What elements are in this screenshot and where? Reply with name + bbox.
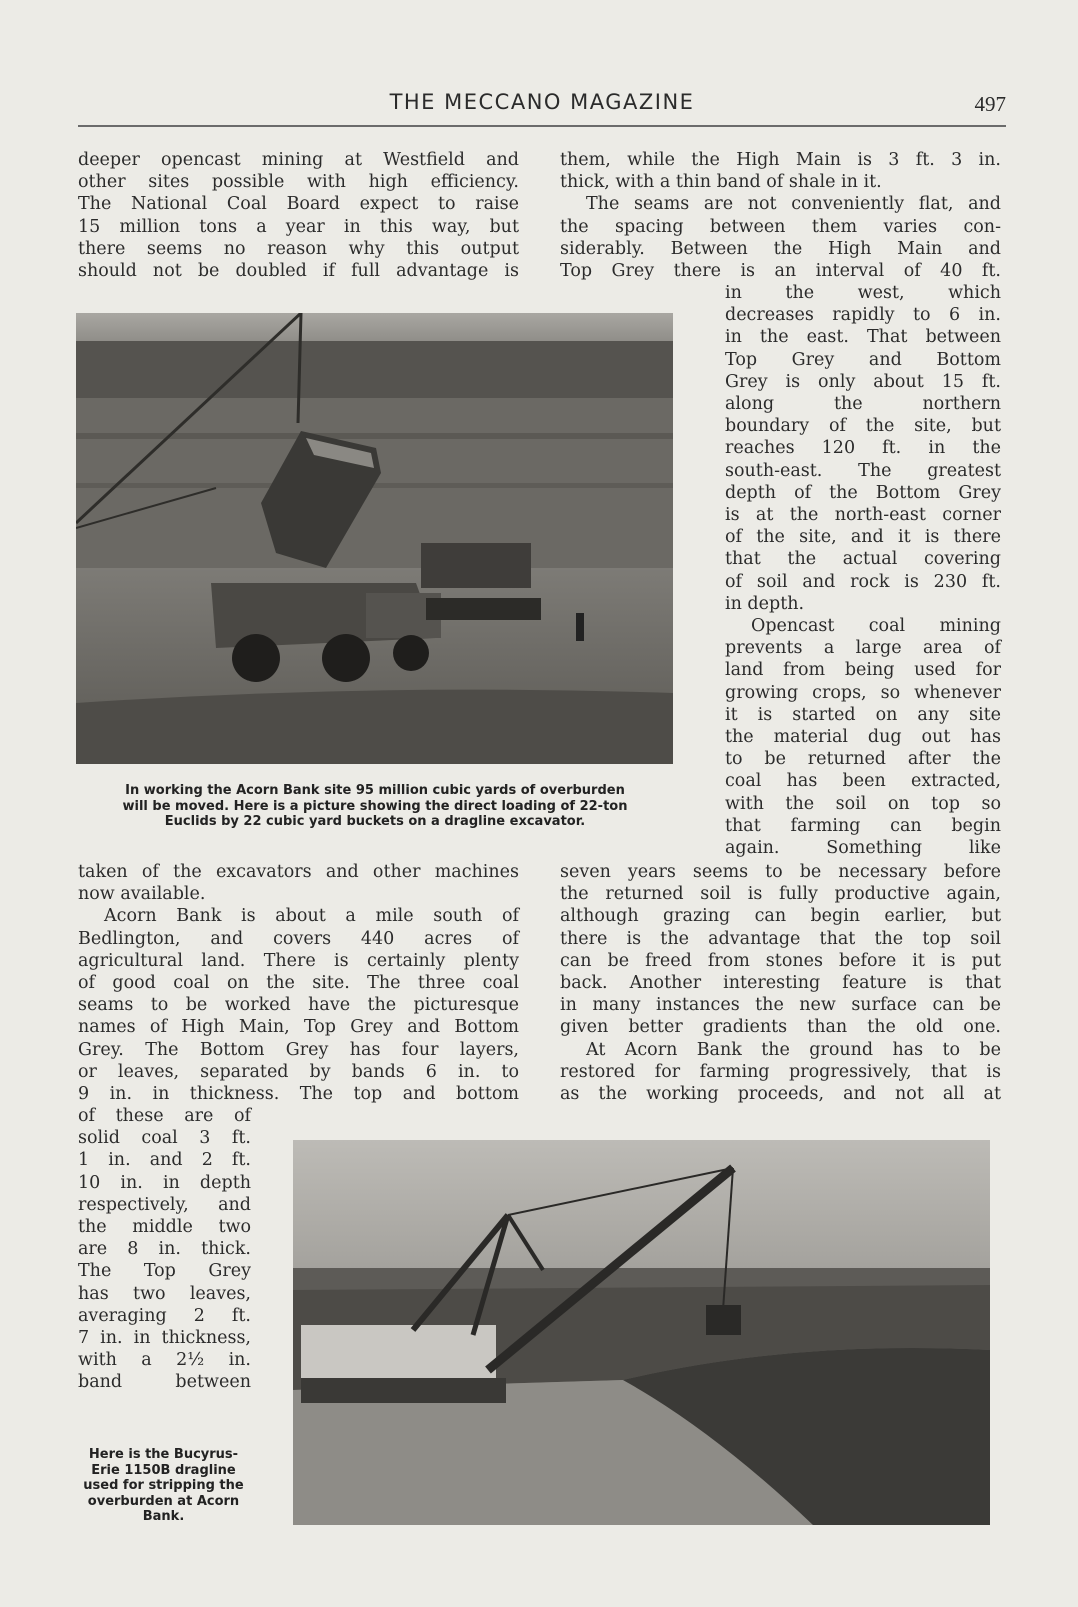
text-line: taken of the excavators and other machines [78, 862, 519, 882]
text-line: Top Grey and Bottom [725, 349, 1001, 370]
text-line: in the west, which [725, 283, 1001, 303]
text-line: to be returned after the [725, 749, 1001, 770]
photo-dragline-loading-euclids [76, 313, 673, 764]
text-line: the material dug out has [725, 727, 1001, 748]
text-line: deeper opencast mining at Westfield and [78, 150, 519, 170]
text-line: of soil and rock is 230 ft. [725, 571, 1001, 592]
text-column-1-top [78, 149, 519, 282]
text-line: the returned soil is fully productive again, [560, 884, 1001, 905]
header-rule [78, 125, 1006, 127]
text-line: Top Grey there is an interval of 40 ft. [560, 261, 1001, 282]
text-line: seven years seems to be necessary before [560, 862, 1001, 882]
text-line: prevents a large area of [725, 638, 1001, 659]
caption-line: overburden at Acorn [87, 1493, 240, 1509]
text-line: boundary of the site, but [725, 416, 1001, 437]
text-line: land from being used for [725, 660, 1001, 681]
photo-caption-1 [76, 783, 674, 830]
text-line: restored for farming progressively, that is [560, 1061, 1001, 1082]
text-column-1-narrow [78, 1105, 251, 1394]
text-line: them, while the High Main is 3 ft. 3 in. [560, 150, 1001, 170]
text-column-2-top [560, 149, 1001, 282]
text-line: 15 million tons a year in this way, but [78, 216, 519, 237]
text-line: of good coal on the site. The three coal [78, 973, 519, 994]
text-line: in depth. [725, 593, 805, 614]
magazine-title: THE MECCANO MAGAZINE [389, 90, 695, 114]
text-line: Bedlington, and covers 440 acres of [78, 928, 519, 949]
text-line: depth of the Bottom Grey [725, 482, 1001, 503]
text-line: now available. [78, 884, 206, 905]
text-line: seams to be worked have the picturesque [78, 995, 519, 1016]
text-line: as the working proceeds, and not all at [560, 1084, 1001, 1105]
text-line: 9 in. in thickness. The top and bottom [78, 1084, 519, 1105]
text-line: there seems no reason why this output [78, 238, 519, 259]
text-line: or leaves, separated by bands 6 in. to [78, 1061, 519, 1082]
text-line: At Acorn Bank the ground has to be [586, 1039, 1001, 1060]
caption-line: Euclids by 22 cubic yard buckets on a dragline excavator. [164, 814, 586, 829]
text-line: The seams are not conveniently flat, and [586, 194, 1001, 215]
text-line: has two leaves, [78, 1283, 251, 1304]
caption-line: used for stripping the [83, 1478, 244, 1493]
caption-line: Erie 1150B dragline [91, 1462, 236, 1478]
text-line: band between [78, 1372, 251, 1393]
text-line: in the east. That between [725, 327, 1001, 348]
text-line: other sites possible with high efficiency. [78, 172, 519, 193]
text-column-2-narrow [725, 282, 1001, 859]
caption-line: In working the Acorn Bank site 95 million cubic yards of overburden [125, 783, 625, 798]
text-line: south-east. The greatest [725, 460, 1001, 481]
text-line: decreases rapidly to 6 in. [725, 305, 1001, 326]
text-line: reaches 120 ft. in the [725, 438, 1001, 459]
text-line: in many instances the new surface can be [560, 995, 1001, 1016]
text-line: names of High Main, Top Grey and Bottom [78, 1017, 519, 1038]
text-line: with a 2½ in. [78, 1350, 251, 1371]
text-line: of the site, and it is there [725, 527, 1001, 548]
text-line: back. Another interesting feature is that [560, 973, 1001, 994]
caption-line: will be moved. Here is a picture showing the direct loading of 22-ton [122, 798, 628, 814]
text-line: growing crops, so whenever [725, 682, 1001, 703]
photo-bucyrus-erie-dragline [293, 1140, 990, 1525]
text-line: given better gradients than the old one. [560, 1017, 1001, 1038]
text-line: although grazing can begin earlier, but [560, 906, 1001, 927]
caption-line: Bank. [142, 1509, 185, 1524]
text-line: 7 in. in thickness, [78, 1328, 251, 1349]
text-line: again. Something like [725, 838, 1001, 859]
text-line: respectively, and [78, 1194, 251, 1215]
text-line: siderably. Between the High Main and [560, 238, 1001, 259]
text-line: coal has been extracted, [725, 771, 1001, 792]
text-line: should not be doubled if full advantage is [78, 261, 519, 282]
text-line: the middle two [78, 1217, 251, 1238]
text-line: there is the advantage that the top soil [560, 928, 1001, 949]
text-line: 10 in. in depth [78, 1172, 251, 1193]
text-line: it is started on any site [725, 704, 1001, 725]
text-line: The Top Grey [78, 1261, 251, 1282]
page-header [78, 88, 1006, 128]
text-line: 1 in. and 2 ft. [78, 1150, 251, 1171]
text-line: along the northern [725, 394, 1001, 415]
text-line: agricultural land. There is certainly plenty [78, 950, 519, 971]
text-column-2-mid [560, 861, 1001, 1105]
text-line: solid coal 3 ft. [78, 1128, 251, 1149]
text-line: averaging 2 ft. [78, 1305, 251, 1326]
text-line: is at the north-east corner [725, 505, 1001, 526]
text-line: can be freed from stones before it is put [560, 950, 1001, 971]
text-column-1-mid [78, 861, 519, 1105]
text-line: Grey. The Bottom Grey has four layers, [78, 1039, 519, 1060]
text-line: Grey is only about 15 ft. [725, 371, 1001, 392]
page-number: 497 [974, 92, 1006, 116]
text-line: Acorn Bank is about a mile south of [104, 906, 519, 927]
text-line: The National Coal Board expect to raise [78, 194, 519, 215]
text-line: are 8 in. thick. [78, 1239, 251, 1260]
text-line: of these are of [78, 1106, 251, 1126]
text-line: thick, with a thin band of shale in it. [560, 172, 882, 193]
photo-caption-2 [76, 1447, 251, 1525]
text-line: Opencast coal mining [751, 616, 1001, 637]
text-line: with the soil on top so [725, 793, 1001, 814]
text-line: that the actual covering [725, 549, 1001, 570]
caption-line: Here is the Bucyrus- [88, 1447, 239, 1462]
text-line: that farming can begin [725, 815, 1001, 836]
text-line: the spacing between them varies con- [560, 216, 1001, 237]
